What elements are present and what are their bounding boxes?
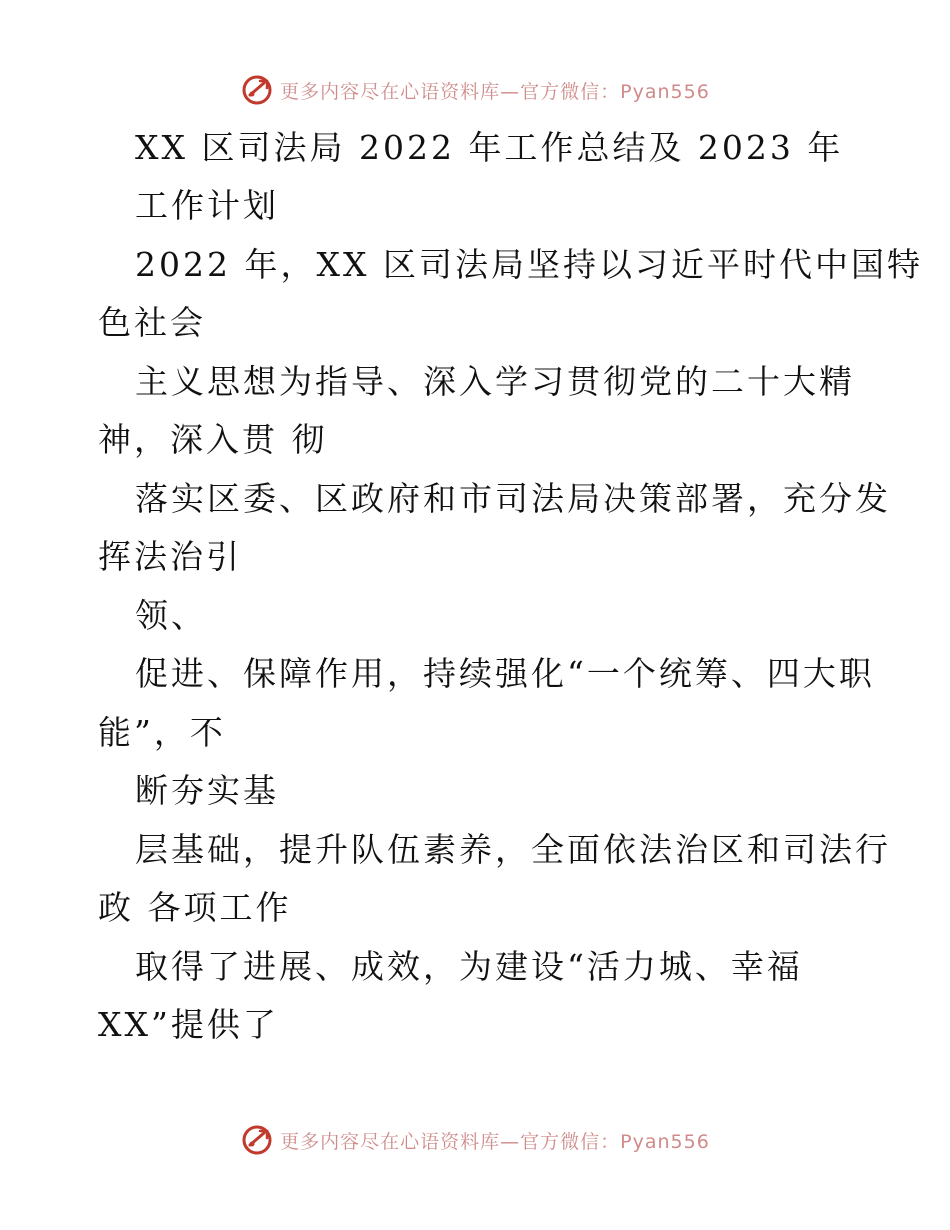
title-line-1: XX 区司法局 2022 年工作总结及 2023 年 [135,128,844,167]
body-line: 领、 [135,596,207,635]
body-line: 2022 年，XX 区司法局坚持以习近平时代中国特 [135,245,923,284]
body-line: 促进、保障作用，持续强化“一个统筹、四大职 [135,654,875,693]
body-line: 主义思想为指导、深入学习贯彻党的二十大精 [135,362,855,401]
body-line: 神，深入贯 彻 [98,420,328,459]
body-line: 断夯实基 [135,771,279,810]
body-line: 落实区委、区政府和市司法局决策部署，充分发 [135,479,891,518]
body-line: XX”提供了 [98,1005,279,1044]
title-line-2: 工作计划 [135,186,279,225]
footer-watermark [0,1120,950,1160]
body-line: 色社会 [98,303,206,342]
body-line: 政 各项工作 [98,888,292,927]
body-line: 挥法治引 [98,537,242,576]
watermark-text: 更多内容尽在心语资料库—官方微信：Pyan556 [280,80,710,103]
body-line: 层基础，提升队伍素养，全面依法治区和司法行 [135,830,891,869]
body-line: 能”，不 [98,713,226,752]
body-line: 取得了进展、成效，为建设“活力城、幸福 [135,947,803,986]
logo-icon [240,1123,274,1157]
watermark-text: 更多内容尽在心语资料库—官方微信：Pyan556 [280,1130,710,1153]
